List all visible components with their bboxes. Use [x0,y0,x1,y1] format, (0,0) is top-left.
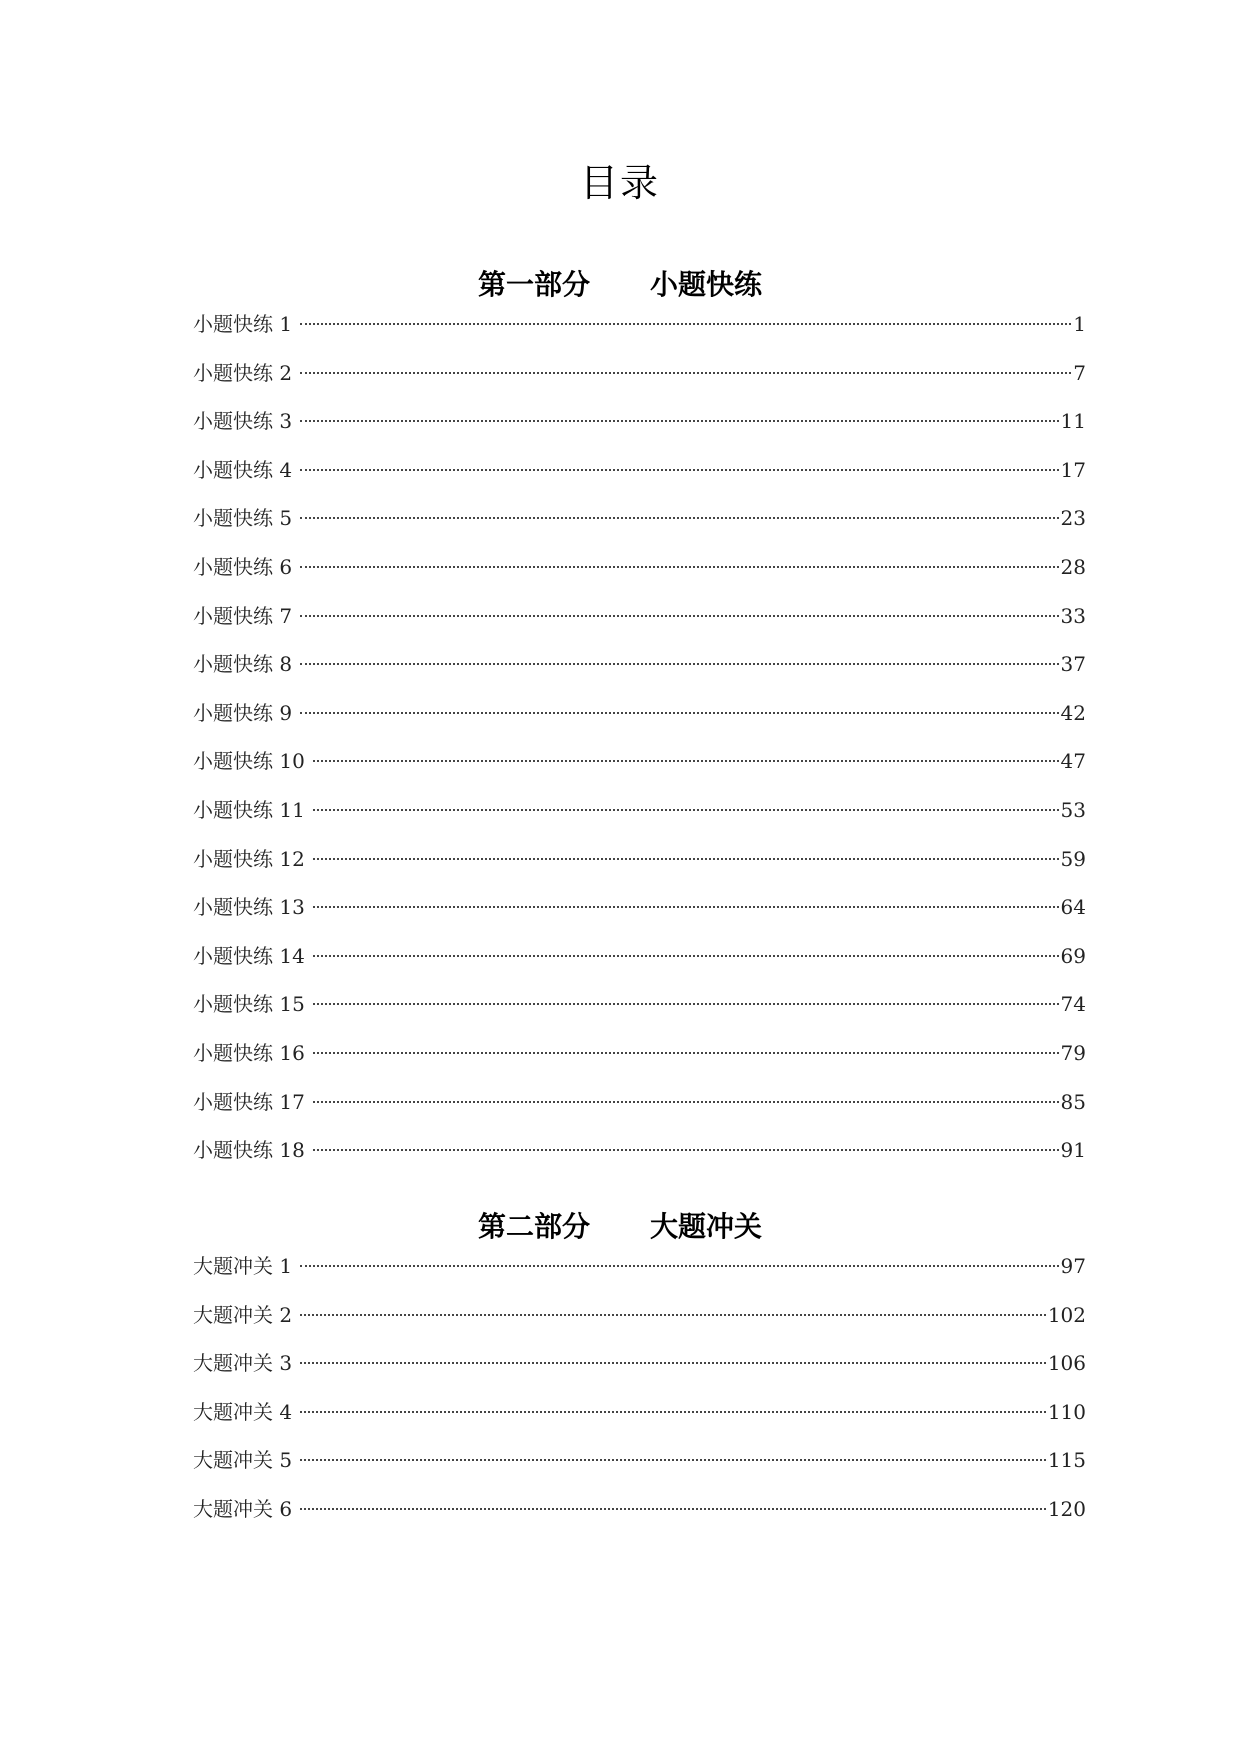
toc-entry-page-number: 33 [1060,603,1086,628]
toc-entry-label: 大题冲关 6 [193,1496,293,1521]
toc-entry-label: 小题快练 2 [193,360,293,385]
toc-entry[interactable] [193,1446,1086,1495]
dot-leader [300,661,1058,665]
dot-leader [313,1147,1059,1151]
toc-entry-label: 大题冲关 1 [193,1254,293,1278]
toc-entry-label: 小题快练 13 [193,895,305,920]
toc-entry-label: 大题冲关 2 [193,1302,293,1327]
toc-entry[interactable] [193,1252,1086,1301]
toc-entry-label: 小题快练 6 [193,554,293,579]
dot-leader [300,1457,1046,1461]
toc-entry-page-number: 120 [1047,1496,1086,1521]
toc-entry-page-number: 1 [1073,312,1086,336]
dot-leader [300,1263,1058,1267]
toc-entry[interactable] [193,602,1086,651]
toc-entry[interactable] [193,1301,1086,1350]
toc-entry[interactable] [193,553,1086,602]
toc-entry-page-number: 91 [1060,1138,1086,1163]
part1-heading-title: 小题快练 [650,268,763,301]
toc-entry-page-number: 7 [1073,360,1086,385]
toc-entry[interactable] [193,504,1086,553]
dot-leader [300,710,1058,714]
dot-leader [313,1050,1059,1054]
toc-entry-label: 大题冲关 5 [193,1448,293,1473]
toc-entry[interactable] [193,456,1086,505]
toc-entry[interactable] [193,1136,1086,1185]
toc-entry[interactable] [193,990,1086,1039]
part2-heading-title: 大题冲关 [650,1210,763,1243]
toc-entry-label: 小题快练 12 [193,846,305,871]
dot-leader [313,1001,1059,1005]
dot-leader [300,1312,1046,1316]
toc-entry[interactable] [193,1088,1086,1137]
toc-entry-label: 小题快练 10 [193,749,305,774]
toc-entry[interactable] [193,1495,1086,1544]
toc-entry[interactable] [193,1039,1086,1088]
toc-entry-page-number: 97 [1060,1254,1086,1278]
toc-entry[interactable] [193,845,1086,894]
dot-leader [300,1506,1046,1510]
toc-entry-page-number: 79 [1060,1040,1086,1065]
toc-entry-label: 大题冲关 4 [193,1399,293,1424]
toc-entry-label: 小题快练 8 [193,652,293,677]
toc-entry-page-number: 47 [1060,749,1086,774]
toc-entry-label: 小题快练 7 [193,603,293,628]
toc-entry-page-number: 115 [1047,1448,1086,1473]
part2-heading-part: 第二部分 [477,1210,590,1243]
toc-entry-page-number: 53 [1060,797,1086,822]
toc-entry-label: 小题快练 14 [193,943,305,968]
toc-entry-page-number: 59 [1060,846,1086,871]
toc-entry[interactable] [193,1398,1086,1447]
toc-entry-label: 小题快练 17 [193,1089,305,1114]
toc-entry[interactable] [193,796,1086,845]
part1-toc-list [193,310,1086,1185]
toc-entry-page-number: 64 [1060,895,1086,920]
toc-entry[interactable] [193,1349,1086,1398]
dot-leader [300,613,1058,617]
toc-entry-page-number: 69 [1060,943,1086,968]
dot-leader [313,904,1059,908]
dot-leader [300,1360,1046,1364]
toc-entry-label: 小题快练 18 [193,1138,305,1163]
toc-entry-label: 小题快练 1 [193,312,293,336]
toc-entry-label: 小题快练 11 [193,797,305,822]
toc-entry[interactable] [193,699,1086,748]
dot-leader [300,564,1058,568]
toc-entry-page-number: 85 [1060,1089,1086,1114]
dot-leader [313,758,1059,762]
dot-leader [300,418,1058,422]
toc-entry-page-number: 11 [1060,409,1086,434]
toc-entry-page-number: 102 [1047,1302,1086,1327]
toc-entry[interactable] [193,650,1086,699]
dot-leader [300,321,1071,325]
toc-entry-label: 小题快练 3 [193,409,293,434]
page-title: 目录 [579,161,660,205]
toc-entry-page-number: 42 [1060,700,1086,725]
toc-entry[interactable] [193,747,1086,796]
part2-toc-list [193,1252,1086,1544]
toc-entry-label: 小题快练 15 [193,992,305,1017]
toc-entry-label: 小题快练 4 [193,457,293,482]
dot-leader [300,370,1071,374]
toc-entry-label: 小题快练 9 [193,700,293,725]
toc-entry-page-number: 17 [1060,457,1086,482]
dot-leader [313,856,1059,860]
part2-heading [0,1207,1240,1247]
toc-entry-label: 小题快练 16 [193,1040,305,1065]
part1-heading-part: 第一部分 [477,268,590,301]
toc-entry-page-number: 28 [1060,554,1086,579]
dot-leader [313,1099,1059,1103]
toc-entry-page-number: 74 [1060,992,1086,1017]
toc-entry-page-number: 23 [1060,506,1086,531]
toc-entry-page-number: 37 [1060,652,1086,677]
toc-entry-label: 小题快练 5 [193,506,293,531]
toc-entry-page-number: 106 [1047,1351,1086,1376]
part1-heading [0,265,1240,305]
dot-leader [313,807,1059,811]
toc-entry[interactable] [193,407,1086,456]
toc-entry[interactable] [193,359,1086,408]
toc-entry[interactable] [193,893,1086,942]
toc-entry[interactable] [193,310,1086,359]
toc-entry[interactable] [193,942,1086,991]
dot-leader [300,515,1058,519]
dot-leader [300,1409,1046,1413]
dot-leader [313,953,1059,957]
toc-entry-page-number: 110 [1047,1399,1086,1424]
toc-entry-label: 大题冲关 3 [193,1351,293,1376]
dot-leader [300,467,1058,471]
